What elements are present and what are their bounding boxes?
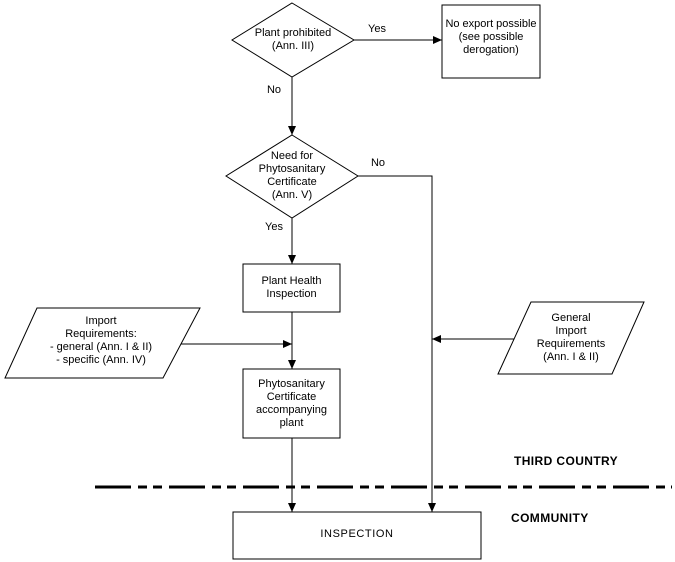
certificate-box-label: Phytosanitary Certificate accompanying plant [256, 378, 327, 429]
import-requirements-io-label: Import Requirements: - general (Ann. I & II) - specific (Ann. IV) [49, 315, 153, 366]
no-export-box-label: No export possible (see possible derogation) [445, 18, 537, 56]
plant-health-box-label: Plant Health Inspection [261, 275, 322, 300]
region-label-third-country: THIRD COUNTRY [514, 454, 619, 468]
inspection-box-label: INSPECTION [320, 528, 394, 540]
region-label-community: COMMUNITY [511, 511, 589, 525]
general-import-io-label: General Import Requirements (Ann. I & II) [536, 312, 606, 363]
edge-label-yes-prohibited: Yes [368, 23, 386, 35]
decision-plant-prohibited-label: Plant prohibited (Ann. III) [254, 27, 332, 52]
edge-label-no-certificate: No [370, 157, 386, 169]
decision-need-certificate-label: Need for Phytosanitary Certificate (Ann. V) [258, 150, 326, 201]
arrow-certificate-no-to-inspection [358, 176, 432, 512]
edge-label-yes-certificate: Yes [265, 221, 283, 233]
edge-label-no-prohibited: No [266, 84, 282, 96]
